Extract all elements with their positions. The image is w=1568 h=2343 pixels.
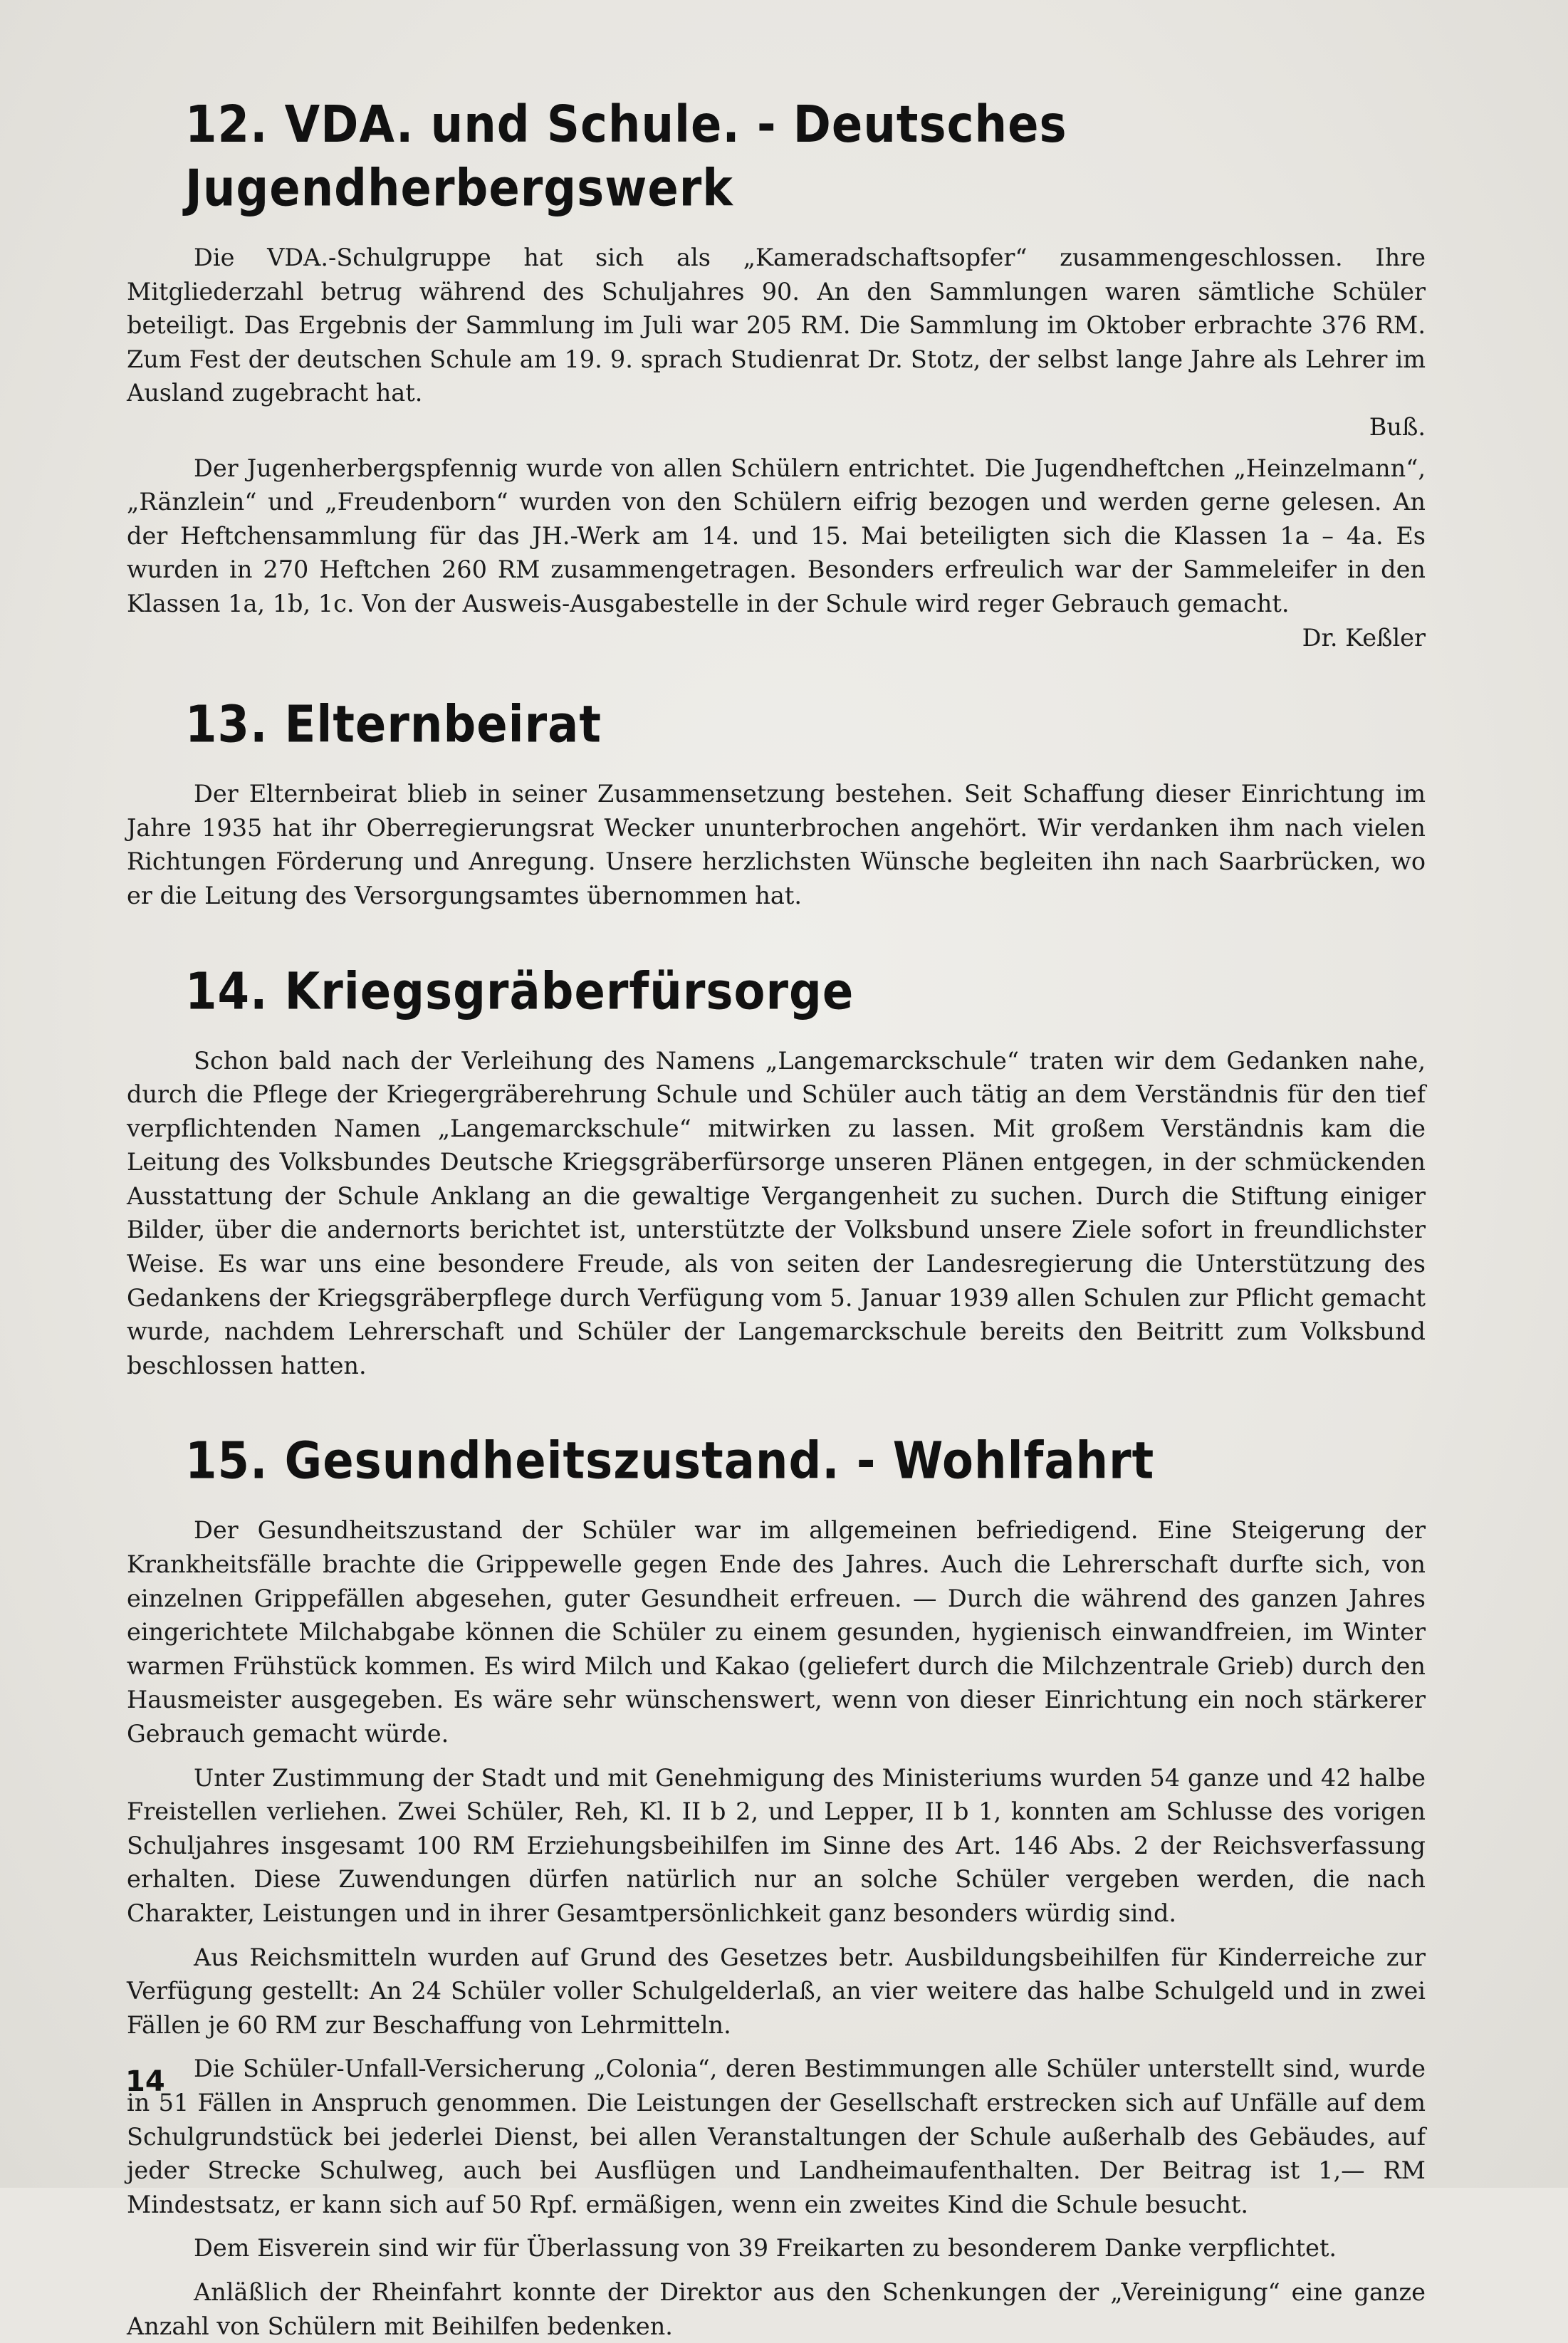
section-14 bbox=[127, 962, 1426, 1383]
signature: Dr. Keßler bbox=[1302, 623, 1426, 652]
paragraph: Die Schüler-Unfall-Versicherung „Colonia“, deren Bestimmungen alle Schüler unterstellt sind, wurde in 51 Fällen in Anspruch genommen. Die Leistungen der Gesellschaft erstrecken sich auf Unfälle auf dem Schulgrundstück bei jederlei Dienst, bei allen Veranstaltungen der Schule außerhalb des Gebäudes, auf jeder Strecke Schulweg, auch bei Ausflügen und Landheimaufenthalten. Der Beitrag ist 1,— RM Mindestsatz, er kann sich auf 50 Rpf. ermäßigen, wenn ein zweites Kind die Schule besucht. bbox=[127, 2055, 1426, 2218]
section-heading: 14. Kriegsgräberfürsorge bbox=[185, 962, 854, 1022]
section-heading: 13. Elternbeirat bbox=[185, 695, 602, 755]
page-number: 14 bbox=[125, 2065, 165, 2098]
paragraph: Unter Zustimmung der Stadt und mit Genehmigung des Ministeriums wurden 54 ganze und 42 halbe Freistellen verliehen. Zwei Schüler, Reh, Kl. II b 2, und Lepper, II b 1, konnten am Schlusse des vorigen Schuljahres insgesamt 100 RM Erziehungsbeihilfen im Sinne des Art. 146 Abs. 2 der Reichsverfassung erhalten. Diese Zuwendungen dürfen natürlich nur an solche Schüler vergeben werden, die nach Charakter, Leistungen und in ihrer Gesamtpersönlichkeit ganz besonders würdig sind. bbox=[127, 1763, 1426, 1927]
signature: Buß. bbox=[1369, 412, 1426, 441]
section-heading: 15. Gesundheitszustand. - Wohlfahrt bbox=[185, 1432, 1155, 1492]
paragraph: Schon bald nach der Verleihung des Namens „Langemarckschule“ traten wir dem Gedanken nahe, durch die Pflege der Kriegergräberehrung Schule und Schüler auch tätig an dem Verständnis für den tief verpflichtenden Namen „Langemarckschule“ mitwirken zu lassen. Mit großem Verständnis kam die Leitung des Volksbundes Deutsche Kriegsgräberfürsorge unseren Plänen entgegen, in der schmückenden Ausstattung der Schule Anklang an die gewaltige Vergangenheit zu suchen. Durch die Stiftung einiger Bilder, über die andernorts berichtet ist, unterstützte der Volksbund unsere Ziele sofort in freundlichster Weise. Es war uns eine besondere Freude, als von seiten der Landesregierung die Unterstützung des Gedankens der Kriegsgräberpflege durch Verfügung vom 5. Januar 1939 allen Schulen zur Pflicht gemacht wurde, nachdem Lehrerschaft und Schüler der Langemarckschule bereits den Beitritt zum Volksbund beschlossen hatten. bbox=[127, 1046, 1426, 1379]
section-12 bbox=[127, 95, 1426, 654]
paragraph: Der Elternbeirat blieb in seiner Zusammensetzung bestehen. Seit Schaffung dieser Einrichtung im Jahre 1935 hat ihr Oberregierungsrat Wecker ununterbrochen angehört. Wir verdanken ihm nach vielen Richtungen Förderung und Anregung. Unsere herzlichsten Wünsche begleiten ihn nach Saarbrücken, wo er die Leitung des Versorgungsamtes übernommen hat. bbox=[127, 780, 1426, 909]
paragraph: Der Gesundheitszustand der Schüler war im allgemeinen befriedigend. Eine Steigerung der Krankheitsfälle brachte die Grippewelle gegen Ende des Jahres. Auch die Lehrerschaft durfte sich, von einzelnen Grippefällen abgesehen, guter Gesundheit erfreuen. — Durch die während des ganzen Jahres eingerichtete Milchabgabe können die Schüler zu einem gesunden, hygienisch einwandfreien, im Winter warmen Frühstück kommen. Es wird Milch und Kakao (geliefert durch die Milchzentrale Grieb) durch den Hausmeister ausgegeben. Es wäre sehr wünschenswert, wenn von dieser Einrichtung ein noch stärkerer Gebrauch gemacht würde. bbox=[127, 1516, 1426, 1748]
section-heading: 12. VDA. und Schule. - Deutsches Jugendherbergswerk bbox=[185, 95, 1067, 219]
section-13 bbox=[127, 695, 1426, 912]
paragraph: Aus Reichsmitteln wurden auf Grund des Gesetzes betr. Ausbildungsbeihilfen für Kinderreiche zur Verfügung gestellt: An 24 Schüler voller Schulgelderlaß, an vier weitere das halbe Schulgeld und in zwei Fällen je 60 RM zur Beschaffung von Lehrmitteln. bbox=[127, 1943, 1426, 2039]
paragraph: Anläßlich der Rheinfahrt konnte der Direktor aus den Schenkungen der „Vereinigung“ eine ganze Anzahl von Schülern mit Beihilfen bedenken. bbox=[127, 2277, 1426, 2340]
section-15 bbox=[127, 1432, 1426, 2343]
paragraph: Dem Eisverein sind wir für Überlassung von 39 Freikarten zu besonderem Danke verpflichtet. bbox=[194, 2234, 1337, 2263]
paragraph: Der Jugenherbergspfennig wurde von allen Schülern entrichtet. Die Jugendheftchen „Heinzelmann“, „Ränzlein“ und „Freudenborn“ wurden von den Schülern eifrig bezogen und werden gerne gelesen. An der Heftchensammlung für das JH.-Werk am 14. und 15. Mai beteiligten sich die Klassen 1a – 4a. Es wurden in 270 Heftchen 260 RM zusammengetragen. Besonders erfreulich war der Sammeleifer in den Klassen 1a, 1b, 1c. Von der Ausweis-Ausgabestelle in der Schule wird reger Gebrauch gemacht. bbox=[127, 454, 1426, 617]
paragraph: Die VDA.-Schulgruppe hat sich als „Kameradschaftsopfer“ zusammengeschlossen. Ihre Mitgliederzahl betrug während des Schuljahres 90. An den Sammlungen waren sämtliche Schüler beteiligt. Das Ergebnis der Sammlung im Juli war 205 RM. Die Sammlung im Oktober erbrachte 376 RM. Zum Fest der deutschen Schule am 19. 9. sprach Studienrat Dr. Stotz, der selbst lange Jahre als Lehrer im Ausland zugebracht hat. bbox=[127, 244, 1426, 407]
